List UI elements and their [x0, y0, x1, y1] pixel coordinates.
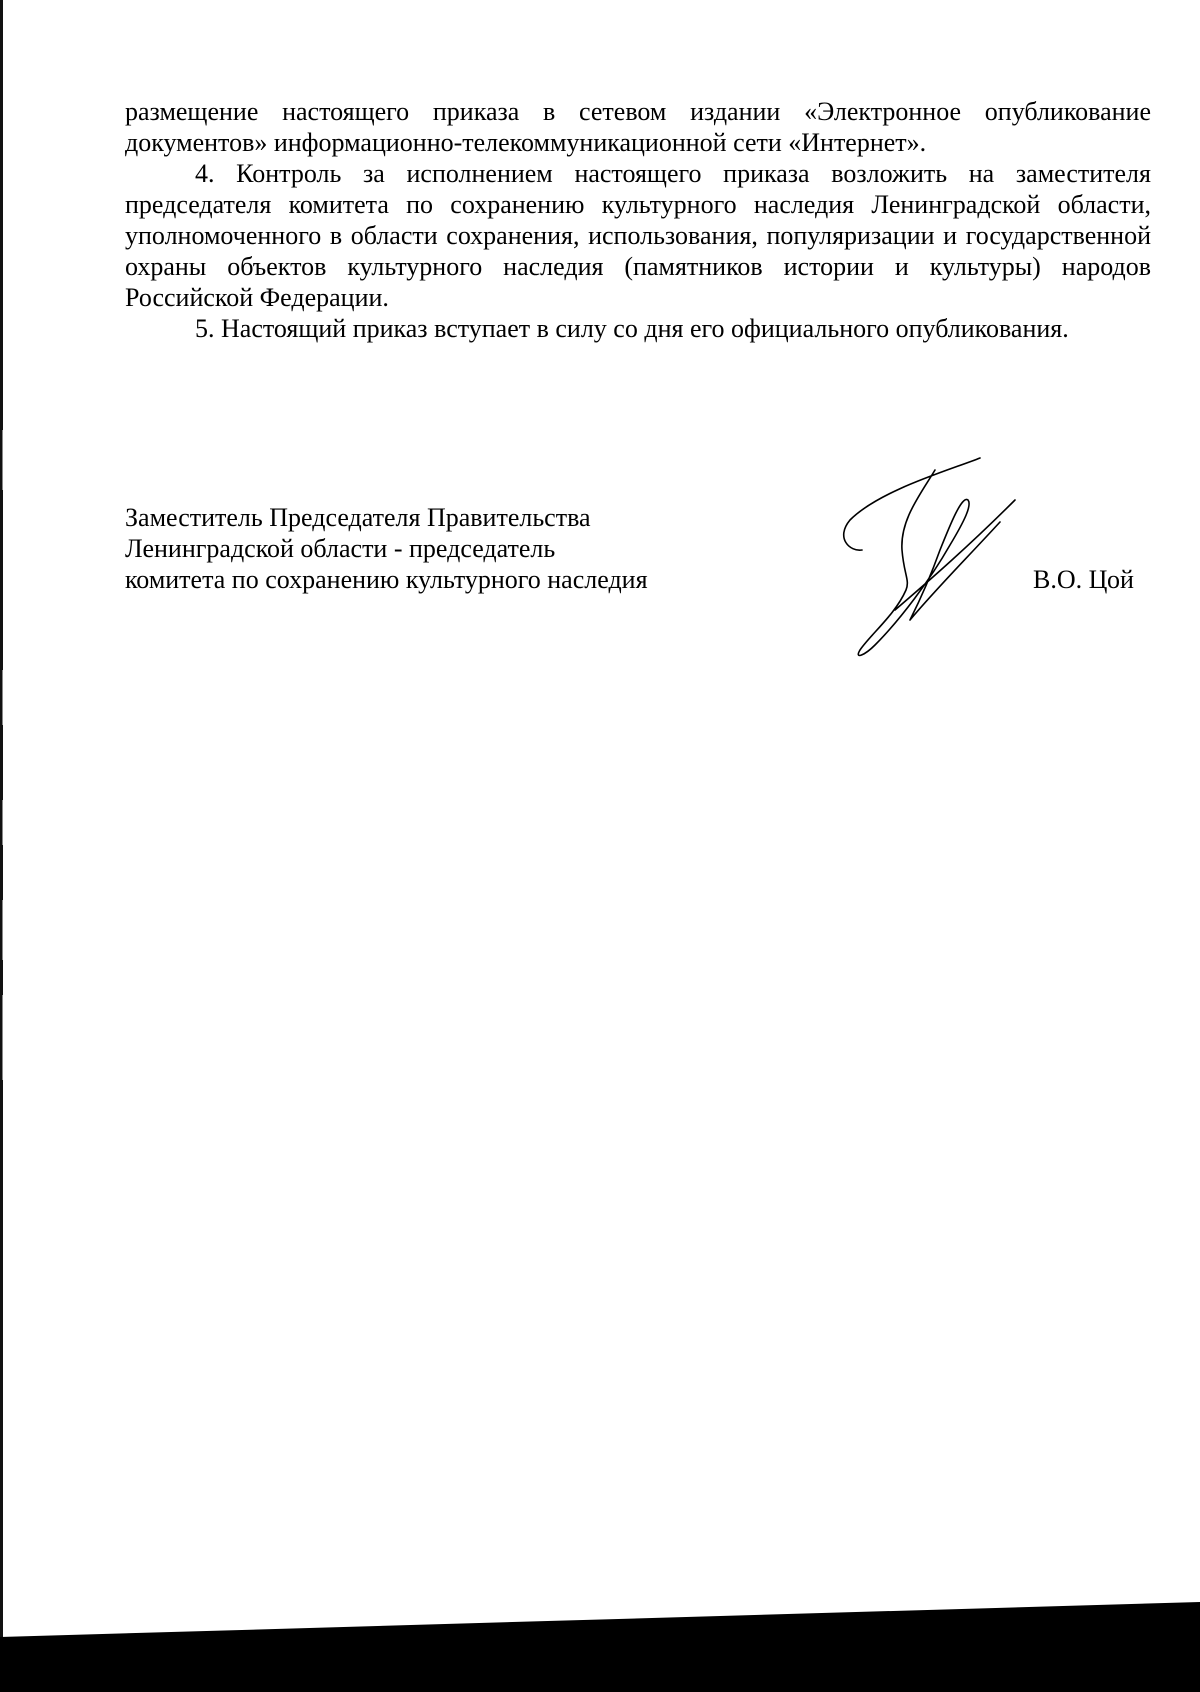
scan-mark	[2, 995, 3, 1080]
document-body	[125, 96, 1151, 344]
position-line: комитета по сохранению культурного наследия	[125, 565, 648, 594]
paragraph-4: 4. Контроль за исполнением настоящего приказа возложить на заместителя председателя комитета по сохранению культурного наследия Ленинградской области, уполномоченного в области сохранения, использования, популяризации и государственной охраны объектов культурного наследия (памятников истории и культуры) народов Российской Федерации.	[125, 159, 1151, 312]
signer-name: В.О. Цой	[1033, 565, 1134, 594]
position-line: Ленинградской области - председатель	[125, 534, 556, 563]
paragraph-5: 5. Настоящий приказ вступает в силу со дня его официального опубликования.	[195, 314, 1069, 343]
scan-mark	[2, 430, 3, 490]
handwritten-signature	[840, 450, 1040, 660]
signatory-position	[125, 502, 725, 595]
paragraph-continued: размещение настоящего приказа в сетевом издании «Электронное опубликование документов» информационно-телекоммуникационной сети «Интернет».	[125, 97, 1151, 157]
scan-mark	[2, 670, 3, 725]
scan-mark	[2, 800, 3, 845]
scan-mark	[2, 900, 3, 960]
scan-left-edge	[0, 0, 3, 1692]
position-line: Заместитель Председателя Правительства	[125, 503, 591, 532]
